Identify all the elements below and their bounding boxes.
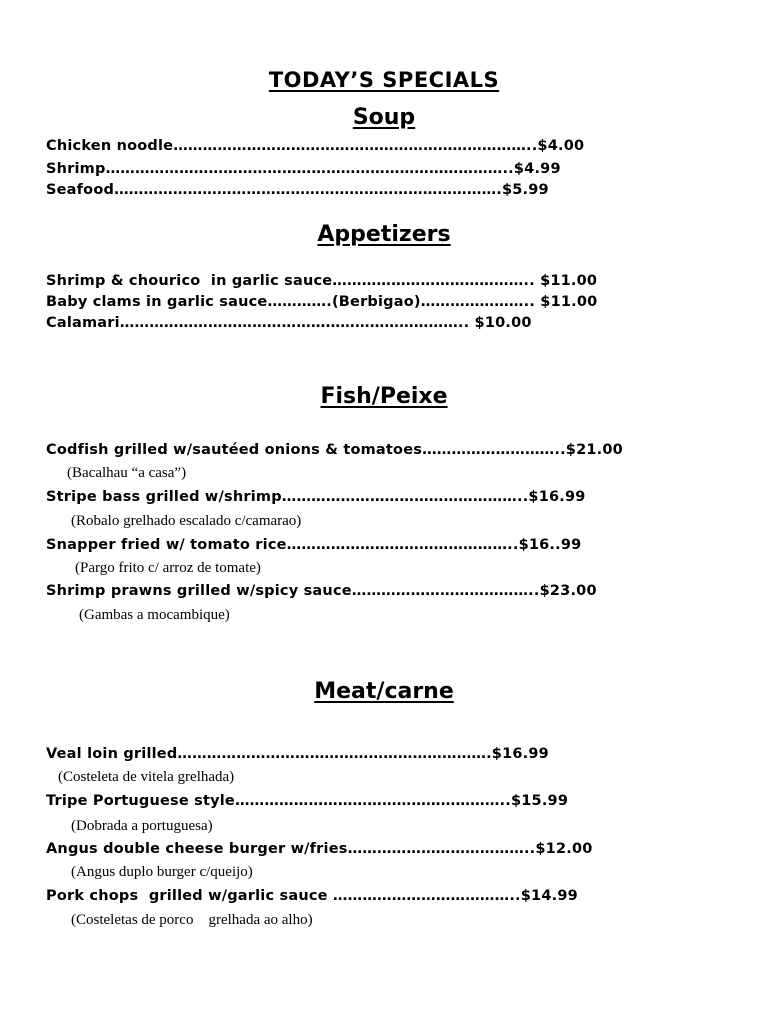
menu-item-pork-chops: Pork chops grilled w/garlic sauce ………………………………..$14.99: [46, 888, 578, 904]
section-heading-appetizers: Appetizers: [317, 222, 451, 247]
menu-item-shrimp-chourico: Shrimp & chourico in garlic sauce………………………………….. $11.00: [46, 273, 598, 289]
menu-item-tripe-translation: (Dobrada a portuguesa): [71, 818, 213, 834]
menu-item-seafood-soup: Seafood…………………………………………………………………….$5.99: [46, 182, 549, 198]
section-heading-meat: Meat/carne: [314, 679, 454, 704]
menu-item-shrimp-prawns-translation: (Gambas a mocambique): [79, 607, 230, 623]
menu-item-codfish: Codfish grilled w/sautéed onions & tomatoes………………………..$21.00: [46, 442, 623, 458]
menu-item-chicken-noodle: Chicken noodle………………………………………………………………..$4.00: [46, 138, 585, 154]
menu-item-codfish-translation: (Bacalhau “a casa”): [67, 465, 187, 481]
menu-item-shrimp-prawns: Shrimp prawns grilled w/spicy sauce………………………………..$23.00: [46, 583, 597, 599]
menu-item-veal-loin: Veal loin grilled……………………………………………………….$16.99: [46, 746, 549, 762]
menu-item-angus-burger: Angus double cheese burger w/fries………………………………..$12.00: [46, 841, 593, 857]
page-title: TODAY’S SPECIALS: [268, 68, 500, 92]
menu-item-shrimp-soup: Shrimp………………………………………………………………………..$4.99: [46, 161, 561, 177]
menu-item-calamari: Calamari…………………………………………………………….. $10.00: [46, 315, 532, 331]
menu-item-snapper: Snapper fried w/ tomato rice………………………………………..$16..99: [46, 537, 582, 553]
menu-item-baby-clams: Baby clams in garlic sauce………….(Berbigao)………………….. $11.00: [46, 294, 598, 310]
menu-item-stripe-bass: Stripe bass grilled w/shrimp…………………………………………..$16.99: [46, 489, 586, 505]
section-heading-fish: Fish/Peixe: [320, 384, 448, 409]
menu-item-angus-burger-translation: (Angus duplo burger c/queijo): [71, 864, 253, 880]
menu-item-veal-loin-translation: (Costeleta de vitela grelhada): [58, 769, 235, 785]
menu-item-pork-chops-translation: (Costeletas de porco grelhada ao alho): [71, 912, 313, 928]
section-heading-soup: Soup: [352, 105, 416, 130]
menu-item-tripe: Tripe Portuguese style………………………………………………..$15.99: [46, 793, 569, 809]
menu-item-snapper-translation: (Pargo frito c/ arroz de tomate): [75, 560, 261, 576]
menu-item-stripe-bass-translation: (Robalo grelhado escalado c/camarao): [71, 513, 302, 529]
